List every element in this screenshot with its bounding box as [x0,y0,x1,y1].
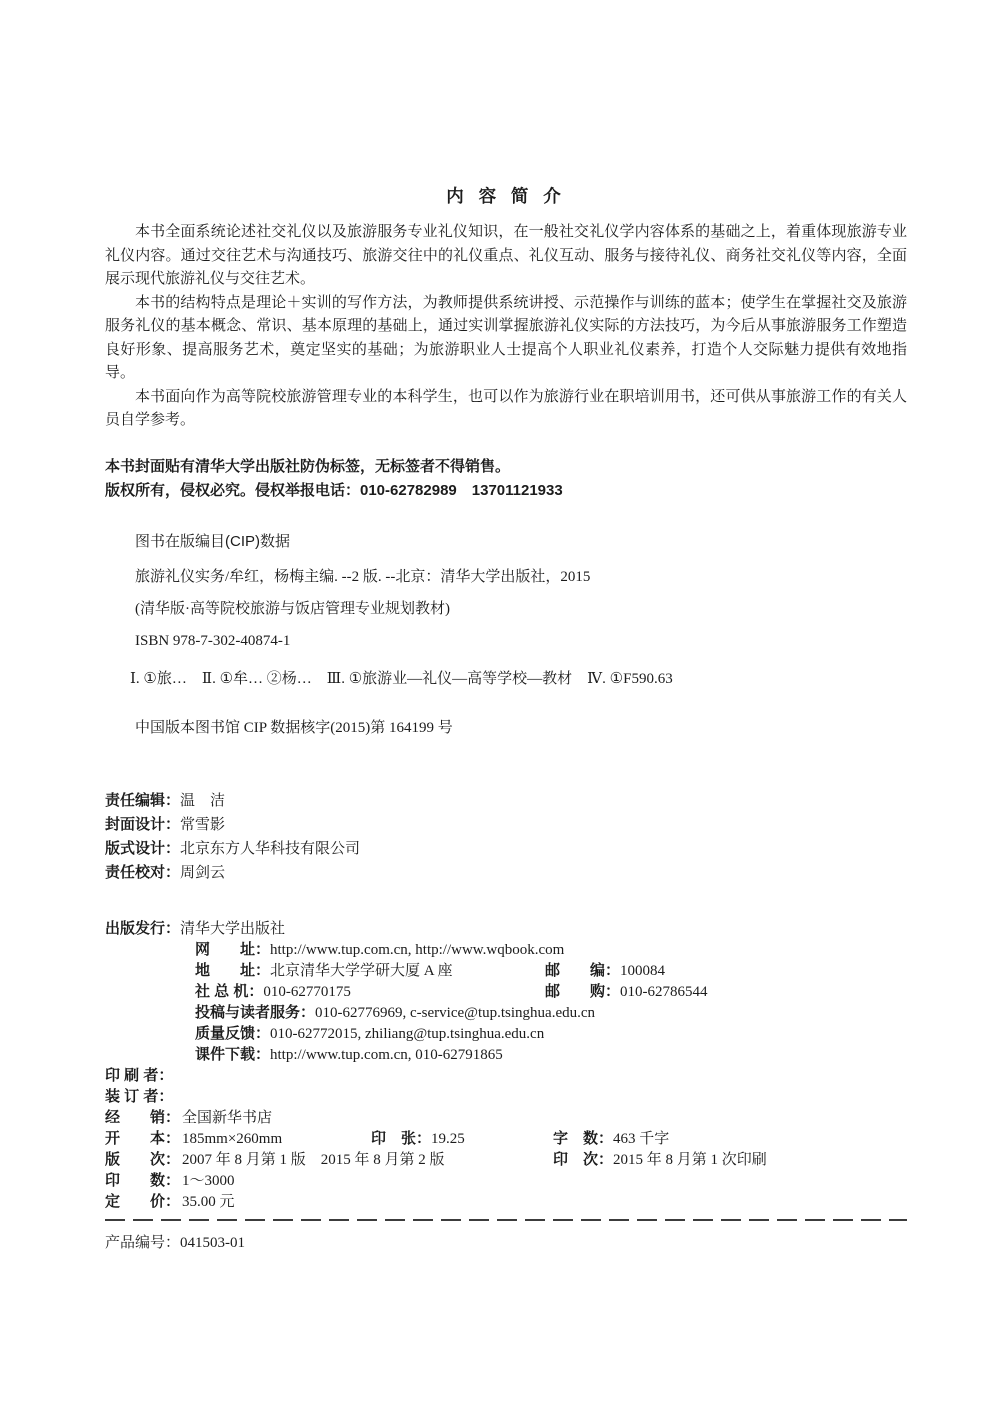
staff-credits [105,789,907,885]
staff-label: 封面设计： [105,815,181,833]
publisher-label: 出版发行： [105,919,181,937]
product-number-row [105,1232,907,1254]
publisher-row [105,1023,907,1044]
product-number-label: 产品编号： [105,1234,181,1251]
cip-data-block [105,530,907,739]
staff-value: 北京东方人华科技有限公司 [180,840,361,857]
publisher-row [105,1002,907,1023]
zipcode-cell [545,960,665,982]
colophon-row [105,1128,907,1149]
mailorder-label: 邮 购： [545,982,621,1000]
courseware-value: http://www.tup.com.cn, 010-62791865 [270,1046,503,1063]
quality-feedback-label: 质量反馈： [195,1024,271,1042]
publisher-row [105,939,907,960]
cip-heading: 图书在版编目(CIP)数据 [135,532,290,550]
price-label: 定 价： [105,1192,181,1210]
notice-line: 本书封面贴有清华大学出版社防伪标签，无标签者不得销售。 [105,457,511,475]
edition-label: 版 次： [105,1150,181,1168]
publisher-row [105,960,907,981]
mailorder-cell [545,981,708,1003]
staff-value: 常雪影 [180,816,226,833]
wordcount-cell [553,1128,669,1150]
staff-label: 版式设计： [105,839,181,857]
reader-service-label: 投稿与读者服务： [195,1003,316,1021]
intro-paragraph: 本书面向作为高等院校旅游管理专业的本科学生，也可以作为旅游行业在职培训用书，还可供从事旅游工作的有关人员自学参考。 [105,388,907,428]
page-content [105,183,907,1254]
colophon-row [105,1191,907,1212]
colophon-row [105,1149,907,1170]
address-label: 地 址： [195,961,271,979]
edition-value: 2007 年 8 月第 1 版 2015 年 8 月第 2 版 [182,1151,445,1168]
printrun-value: 1～3000 [182,1172,235,1189]
impression-cell [553,1149,767,1171]
dashed-divider [105,1219,907,1221]
impression-value: 2015 年 8 月第 1 次印刷 [613,1151,767,1168]
distributor-value: 全国新华书店 [182,1109,273,1126]
cip-isbn: ISBN 978-7-302-40874-1 [135,632,291,649]
staff-label: 责任编辑： [105,791,181,809]
colophon-row [105,1107,907,1128]
printrun-label: 印 数： [105,1171,181,1189]
binder-label: 装 订 者： [105,1087,174,1105]
intro-paragraph: 本书全面系统论述社交礼仪以及旅游服务专业礼仪知识，在一般社交礼仪学内容体系的基础之上，着重体现旅游专业礼仪内容。通过交往艺术与沟通技巧、旅游交往中的礼仪重点、礼仪互动、服务与接待礼仪、商务社交礼仪等内容，全面展示现代旅游礼仪与交往艺术。 [105,224,907,287]
website-label: 网 址： [195,940,271,958]
mailorder-value: 010-62786544 [620,983,708,1000]
format-label: 开 本： [105,1129,181,1147]
product-number-value: 041503-01 [180,1234,246,1251]
colophon-row [105,1065,907,1086]
wordcount-value: 463 千字 [613,1130,670,1147]
website-value: http://www.tup.com.cn, http://www.wqbook.com [270,941,565,958]
switchboard-label: 社 总 机： [195,982,264,1000]
colophon-row [105,1170,907,1191]
staff-value: 周剑云 [180,864,226,881]
publisher-row [105,918,907,939]
staff-row [105,813,907,837]
switchboard-value: 010-62770175 [263,983,351,1000]
reader-service-value: 010-62776969, c-service@tup.tsinghua.edu.cn [315,1004,596,1021]
staff-label: 责任校对： [105,863,181,881]
staff-row [105,837,907,861]
cip-record-number: 中国版本图书馆 CIP 数据核字(2015)第 164199 号 [135,719,453,736]
distributor-label: 经 销： [105,1108,181,1126]
publisher-row [105,1044,907,1065]
cip-series-line: (清华版·高等院校旅游与饭店管理专业规划教材) [135,600,450,617]
staff-row [105,861,907,885]
publisher-row [105,981,907,1002]
cip-classification: Ⅰ. ①旅… Ⅱ. ①牟… ②杨… Ⅲ. ①旅游业—礼仪—高等学校—教材 Ⅳ. ①F590.63 [130,670,673,687]
staff-value: 温 洁 [180,792,226,809]
cip-title-line: 旅游礼仪实务/牟红，杨梅主编. --2 版. --北京：清华大学出版社，2015 [135,568,591,585]
sheets-label: 印 张： [371,1129,432,1147]
zipcode-value: 100084 [620,962,666,979]
sheets-cell [371,1128,465,1150]
impression-label: 印 次： [553,1150,614,1168]
address-value: 北京清华大学学研大厦 A 座 [270,962,453,979]
intro-paragraph: 本书的结构特点是理论＋实训的写作方法，为教师提供系统讲授、示范操作与训练的蓝本；使学生在掌握社交及旅游服务礼仪的基本概念、常识、基本原理的基础上，通过实训掌握旅游礼仪实际的方法技巧，为今后从事旅游服务工作塑造良好形象、提高服务艺术，奠定坚实的基础；为旅游职业人士提高个人职业礼仪素养，打造个人交际魅力提供有效地指导。 [105,294,907,381]
sheets-value: 19.25 [431,1130,465,1147]
anti-piracy-notice [105,455,907,503]
printer-label: 印 刷 者： [105,1066,174,1084]
colophon-row [105,1086,907,1107]
section-title: 内 容 简 介 [446,186,566,206]
publisher-block [105,918,907,1065]
staff-row [105,789,907,813]
intro-paragraphs [105,221,907,433]
print-spec-block [105,1065,907,1212]
courseware-label: 课件下载： [195,1045,271,1063]
format-value: 185mm×260mm [182,1130,283,1147]
wordcount-label: 字 数： [553,1129,614,1147]
zipcode-label: 邮 编： [545,961,621,979]
notice-line: 版权所有，侵权必究。侵权举报电话：010-62782989 13701121933 [105,481,563,499]
publisher-value: 清华大学出版社 [180,920,286,937]
quality-feedback-value: 010-62772015, zhiliang@tup.tsinghua.edu.cn [270,1025,545,1042]
price-value: 35.00 元 [182,1193,235,1210]
